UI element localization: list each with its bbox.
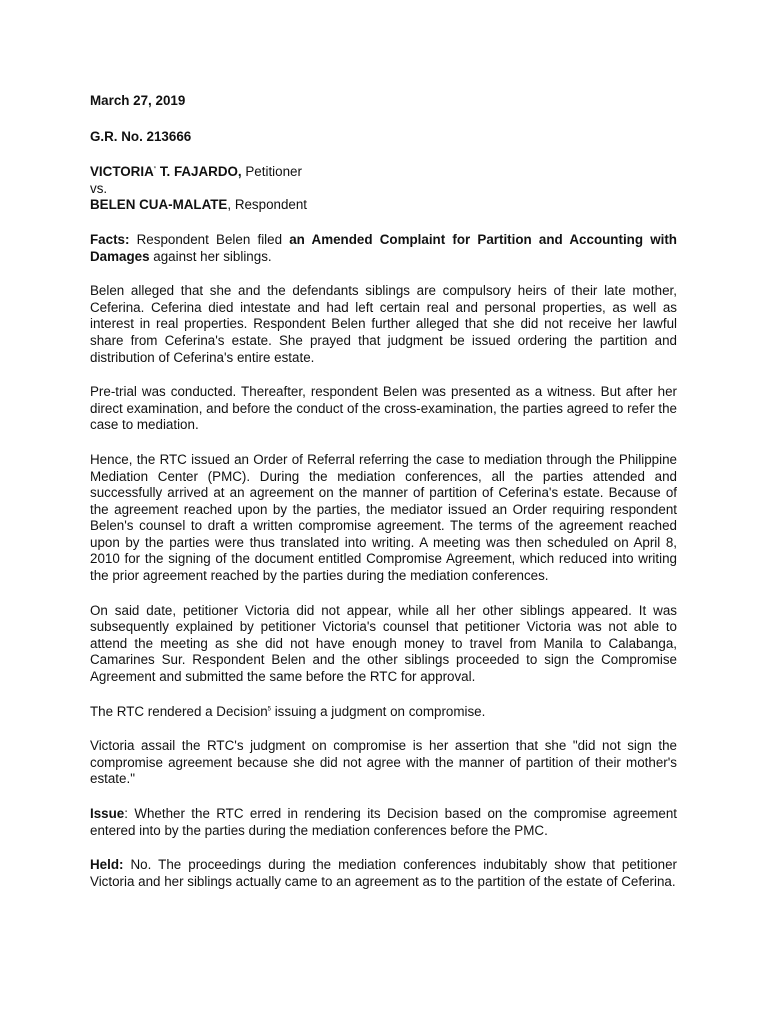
decision-tail: issuing a judgment on compromise. (270, 703, 486, 719)
petitioner-role: Petitioner (241, 164, 302, 180)
paragraph-decision (90, 704, 677, 721)
respondent-name: BELEN CUA-MALATE (90, 197, 228, 213)
issue-label: Issue (90, 806, 125, 821)
facts-lead: Respondent Belen filed (129, 231, 290, 247)
held-label: Held: (90, 857, 124, 873)
held-paragraph (90, 857, 677, 890)
issue-paragraph (90, 806, 677, 839)
respondent-line (90, 197, 677, 214)
facts-label: Facts: (90, 231, 130, 247)
held-text: No. The proceedings during the mediation conferences indubitably show that petitioner Victoria and her siblings actually came to an agreement as to the partition of the estate of Ceferina. (90, 857, 677, 889)
decision-footnote-mark: 5 (267, 706, 271, 713)
facts-tail: against her siblings. (149, 248, 272, 264)
petitioner-surname: T. FAJARDO, (156, 164, 242, 180)
decision-date: March 27, 2019 (90, 93, 186, 108)
versus: vs. (90, 180, 108, 196)
facts-paragraph (90, 232, 677, 265)
decision-lead: The RTC rendered a Decision (90, 703, 268, 719)
paragraph-pretrial: Pre-trial was conducted. Thereafter, respondent Belen was presented as a witness. But after her direct examination, and before the conduct of the cross-examination, the parties agreed to refer the case to mediation. (90, 384, 677, 433)
respondent-role: , Respondent (227, 197, 308, 213)
paragraph-mediation: Hence, the RTC issued an Order of Referral referring the case to mediation through the Philippine Mediation Center (PMC). During the mediation conferences, all the parties attended and successfully arrived at an agreement on the manner of partition of Ceferina's estate. Because of the agreement reached upon by the parties, the mediator issued an Order requiring respondent Belen's counsel to draft a written compromise agreement. The terms of the agreement reached upon by the parties were thus translated into writing. A meeting was then scheduled on April 8, 2010 for the signing of the document entitled Compromise Agreement, which reduced into writing the prior agreement reached by the parties during the mediation conferences. (90, 451, 677, 584)
issue-text: : Whether the RTC erred in rendering its Decision based on the compromise agreement entered into by the parties during the mediation conferences before the PMC. (90, 806, 677, 838)
paragraph-assertion: Victoria assail the RTC's judgment on compromise is her assertion that she "did not sign the compromise agreement because she did not agree with the manner of partition of their mother's estate." (90, 738, 677, 787)
petitioner-footnote-mark: * (153, 166, 157, 173)
petitioner-line (90, 164, 677, 181)
petitioner-name: VICTORIA (90, 164, 154, 180)
paragraph-signing: On said date, petitioner Victoria did not appear, while all her other siblings appeared. It was subsequently explained by petitioner Victoria's counsel that petitioner Victoria was not able to attend the meeting as she did not have enough money to travel from Manila to Calabanga, Camarines Sur. Respondent Belen and the other siblings proceeded to sign the Compromise Agreement and submitted the same before the RTC for approval. (90, 602, 677, 685)
document-body (90, 93, 677, 890)
paragraph-allegations: Belen alleged that she and the defendants siblings are compulsory heirs of their late mother, Ceferina. Ceferina died intestate and had left certain real and personal properties, as well as interest in real properties. Respondent Belen further alleged that she did not receive her lawful share from Ceferina's estate. She prayed that judgment be issued ordering the partition and distribution of Ceferina's entire estate. (90, 283, 677, 365)
facts-bold-phrase: an Amended Complaint for Partition and Accounting with Damages (90, 231, 677, 264)
gr-number: G.R. No. 213666 (90, 128, 192, 144)
